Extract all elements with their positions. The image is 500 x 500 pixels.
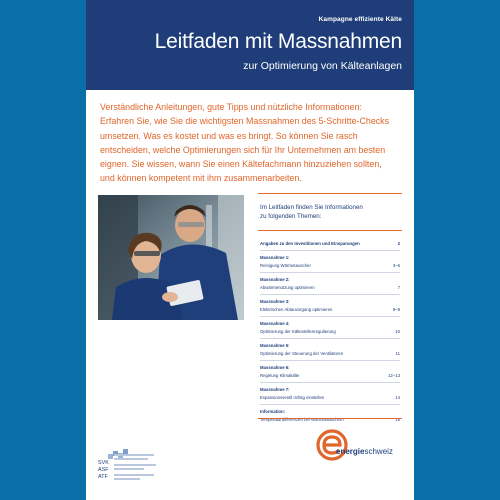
toc-entry-label: Angaben zu den Investitionen und Einsparungen [260, 241, 360, 246]
intro-line: Erfahren Sie, wie Sie die wichtigsten Massnahmen des 5-Schritte-Checks [100, 116, 390, 127]
campaign-label: Kampagne effiziente Kälte [318, 16, 402, 23]
toc-entry-head: Information: [260, 409, 286, 414]
logo-schweiz: schweiz [364, 447, 393, 456]
toc-entry-head: Massnahme 1: [260, 255, 290, 260]
toc-separator [260, 294, 400, 295]
toc-entry-label: Temperaturdifferenzen bei Wärmetauschern [260, 417, 344, 422]
toc-entry-page: 10 [395, 329, 400, 334]
toc-intro-line: zu folgenden Themen: [260, 212, 322, 220]
toc-entry [260, 343, 400, 361]
intro-paragraph [100, 100, 406, 186]
brochure-cover [86, 0, 414, 500]
toc-separator [260, 250, 400, 251]
intro-line: Verständliche Anleitungen, gute Tipps und nützliche Informationen: [100, 102, 362, 112]
toc-entry-label: Optimierung der Kältestellenregulierung [260, 329, 336, 334]
toc-entry-label: Elektrischen Abtauvorgang optimieren [260, 307, 333, 312]
association-abbreviations [98, 460, 112, 481]
page-subtitle: zur Optimierung von Kälteanlagen [243, 60, 402, 72]
toc-mid-rule [258, 230, 402, 231]
toc-entry [260, 321, 400, 339]
toc-entry-head: Massnahme 7: [260, 387, 290, 392]
toc-entry [260, 277, 400, 295]
toc-entry-page: 14 [395, 395, 400, 400]
technicians-photo [98, 195, 244, 320]
toc-entry-page: 7 [397, 285, 400, 290]
toc-intro-line: Im Leitfaden finden Sie Informationen [260, 204, 363, 211]
header-banner [86, 0, 414, 90]
toc-entry-label: Regelung Klimakälte [260, 373, 300, 378]
toc-separator [260, 360, 400, 361]
toc-entry-page: 3–6 [392, 263, 400, 268]
association-abbr: SVK [98, 460, 109, 466]
toc-entry-label: Expansionsventil richtig einstellen [260, 395, 325, 400]
toc-entry-page: 8–9 [392, 307, 400, 312]
toc-list [260, 241, 400, 429]
toc-separator [260, 272, 400, 273]
toc-entry-label: Optimierung der Steuerung der Ventilatoren [260, 351, 344, 356]
association-abbr: ATF [98, 474, 108, 480]
toc-separator [260, 338, 400, 339]
toc-entry-page: 12–13 [388, 373, 400, 378]
toc-entry-head: Massnahme 6: [260, 365, 290, 370]
intro-line: umsetzen. Was es kostet und was es bringt. So können Sie rasch [100, 130, 358, 141]
toc-separator [260, 404, 400, 405]
intro-line: und können kompetent mit ihm zusammenarbeiten. [100, 173, 302, 184]
toc-entry [260, 409, 400, 425]
toc-entry-head: Massnahme 3: [260, 299, 290, 304]
toc-entry-head: Massnahme 5: [260, 343, 290, 348]
toc-entry-page: 11 [395, 351, 400, 356]
toc-separator [260, 316, 400, 317]
energieschweiz-e-icon [316, 429, 352, 461]
association-logo [98, 448, 188, 492]
toc-entry-head: Massnahme 4: [260, 321, 290, 326]
logo-energie: energie [336, 447, 365, 456]
toc-entry [260, 255, 400, 273]
toc-entry-label: Reinigung Wärmetauscher [260, 263, 311, 268]
toc-separator [260, 382, 400, 383]
footer-rule [258, 418, 402, 419]
toc-top-rule [258, 193, 402, 194]
toc-entry-label: Abwärmenutzung optimieren [260, 285, 315, 290]
page-title: Leitfaden mit Massnahmen [154, 30, 402, 53]
toc-entry-page: 2 [397, 241, 400, 246]
technicians-illustration [98, 195, 244, 320]
toc-intro [260, 204, 400, 221]
energieschweiz-logo [316, 425, 408, 465]
toc-entry-head: Massnahme 2: [260, 277, 290, 282]
intro-line: eignen. Sie wissen, wann Sie einen Kältefachmann hinzuziehen sollten, [100, 159, 382, 170]
association-abbr: ASF [98, 467, 109, 473]
association-fine-print [114, 454, 184, 480]
toc-entry [260, 387, 400, 405]
toc-entry-page: 15 [395, 417, 400, 422]
toc-entry [260, 299, 400, 317]
toc-entry [260, 365, 400, 383]
intro-line: entscheiden, welche Optimierungen sich für Ihr Unternehmen am besten [100, 144, 386, 155]
toc-entry [260, 241, 400, 251]
